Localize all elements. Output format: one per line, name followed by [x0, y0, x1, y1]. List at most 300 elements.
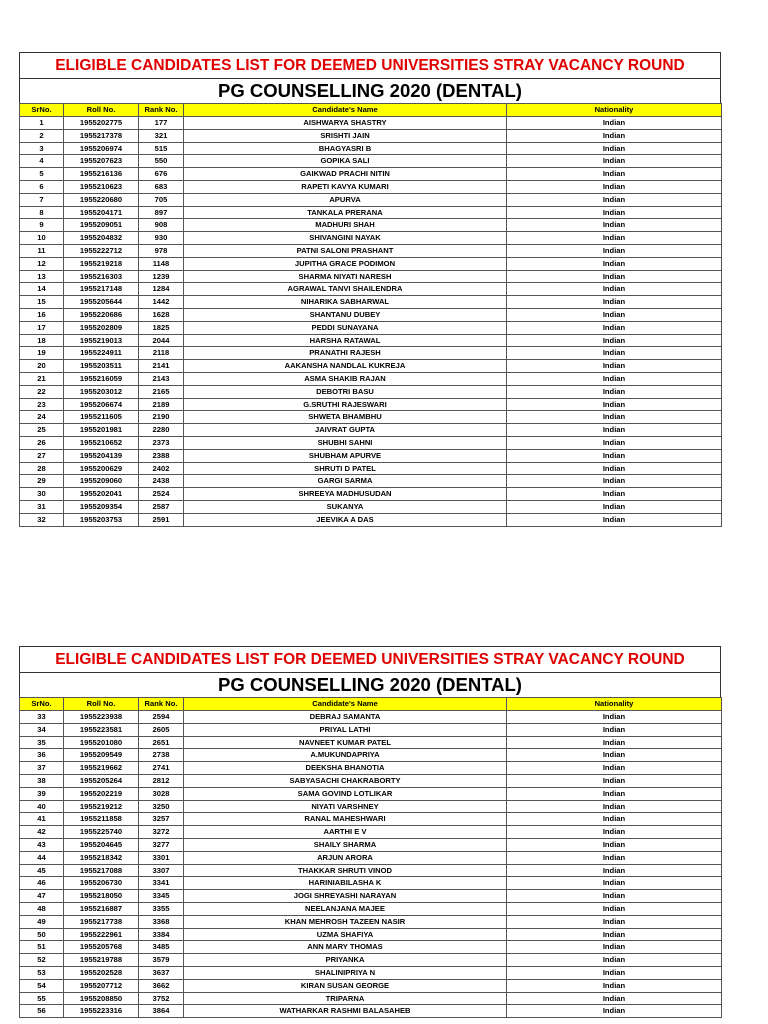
cell-roll-no: 1955201981 — [64, 424, 139, 437]
cell-nationality: Indian — [507, 979, 722, 992]
cell-roll-no: 1955220680 — [64, 193, 139, 206]
cell-nationality: Indian — [507, 308, 722, 321]
cell-candidate-name: TANKALA PRERANA — [184, 206, 507, 219]
cell-rank-no: 3637 — [139, 966, 184, 979]
cell-srno: 23 — [20, 398, 64, 411]
table-row — [20, 1005, 722, 1018]
cell-nationality: Indian — [507, 928, 722, 941]
cell-roll-no: 1955205768 — [64, 941, 139, 954]
cell-roll-no: 1955218342 — [64, 851, 139, 864]
cell-candidate-name: SHWETA BHAMBHU — [184, 411, 507, 424]
cell-roll-no: 1955216136 — [64, 168, 139, 181]
cell-candidate-name: SHARMA NIYATI NARESH — [184, 270, 507, 283]
table-row — [20, 219, 722, 232]
cell-rank-no: 3662 — [139, 979, 184, 992]
cell-srno: 15 — [20, 296, 64, 309]
cell-candidate-name: AAKANSHA NANDLAL KUKREJA — [184, 360, 507, 373]
cell-nationality: Indian — [507, 283, 722, 296]
cell-srno: 29 — [20, 475, 64, 488]
cell-nationality: Indian — [507, 864, 722, 877]
cell-rank-no: 3028 — [139, 787, 184, 800]
cell-candidate-name: A.MUKUNDAPRIYA — [184, 749, 507, 762]
cell-roll-no: 1955219013 — [64, 334, 139, 347]
cell-candidate-name: SHAILY SHARMA — [184, 838, 507, 851]
table-row — [20, 321, 722, 334]
cell-nationality: Indian — [507, 513, 722, 526]
cell-rank-no: 2587 — [139, 500, 184, 513]
table-row — [20, 308, 722, 321]
cell-roll-no: 1955205264 — [64, 774, 139, 787]
cell-srno: 16 — [20, 308, 64, 321]
table-row — [20, 902, 722, 915]
cell-srno: 47 — [20, 890, 64, 903]
cell-roll-no: 1955209060 — [64, 475, 139, 488]
cell-nationality: Indian — [507, 902, 722, 915]
cell-roll-no: 1955209354 — [64, 500, 139, 513]
table-row — [20, 372, 722, 385]
cell-candidate-name: SHUBHI SAHNI — [184, 436, 507, 449]
cell-rank-no: 3752 — [139, 992, 184, 1005]
cell-candidate-name: ANN MARY THOMAS — [184, 941, 507, 954]
cell-srno: 39 — [20, 787, 64, 800]
cell-roll-no: 1955210623 — [64, 180, 139, 193]
cell-srno: 54 — [20, 979, 64, 992]
cell-srno: 43 — [20, 838, 64, 851]
cell-roll-no: 1955202528 — [64, 966, 139, 979]
cell-roll-no: 1955202775 — [64, 117, 139, 130]
table-row — [20, 787, 722, 800]
cell-srno: 56 — [20, 1005, 64, 1018]
cell-candidate-name: PRIYAL LATHI — [184, 723, 507, 736]
header-srno: SrNo. — [20, 104, 64, 117]
table-row — [20, 928, 722, 941]
cell-srno: 36 — [20, 749, 64, 762]
cell-rank-no: 3272 — [139, 826, 184, 839]
cell-srno: 41 — [20, 813, 64, 826]
table-row — [20, 142, 722, 155]
table-row — [20, 966, 722, 979]
cell-roll-no: 1955202809 — [64, 321, 139, 334]
cell-roll-no: 1955201080 — [64, 736, 139, 749]
cell-rank-no: 321 — [139, 129, 184, 142]
cell-candidate-name: JAIVRAT GUPTA — [184, 424, 507, 437]
table-row — [20, 283, 722, 296]
cell-nationality: Indian — [507, 449, 722, 462]
table-row — [20, 232, 722, 245]
table-row — [20, 992, 722, 1005]
cell-candidate-name: SRISHTI JAIN — [184, 129, 507, 142]
cell-nationality: Indian — [507, 142, 722, 155]
cell-candidate-name: PRANATHI RAJESH — [184, 347, 507, 360]
cell-srno: 19 — [20, 347, 64, 360]
cell-roll-no: 1955204645 — [64, 838, 139, 851]
cell-rank-no: 3345 — [139, 890, 184, 903]
table-row — [20, 941, 722, 954]
table-row — [20, 813, 722, 826]
table-row — [20, 749, 722, 762]
cell-srno: 6 — [20, 180, 64, 193]
cell-roll-no: 1955203753 — [64, 513, 139, 526]
cell-rank-no: 3579 — [139, 954, 184, 967]
cell-roll-no: 1955219662 — [64, 762, 139, 775]
table-row — [20, 826, 722, 839]
cell-rank-no: 2190 — [139, 411, 184, 424]
cell-nationality: Indian — [507, 475, 722, 488]
cell-srno: 53 — [20, 966, 64, 979]
cell-srno: 25 — [20, 424, 64, 437]
cell-candidate-name: MADHURI SHAH — [184, 219, 507, 232]
cell-candidate-name: WATHARKAR RASHMI BALASAHEB — [184, 1005, 507, 1018]
list-title: ELIGIBLE CANDIDATES LIST FOR DEEMED UNIVERSITIES STRAY VACANCY ROUND — [19, 52, 721, 78]
table-row — [20, 723, 722, 736]
cell-candidate-name: SHALINIPRIYA N — [184, 966, 507, 979]
table-row — [20, 500, 722, 513]
cell-rank-no: 2594 — [139, 711, 184, 724]
cell-candidate-name: AGRAWAL TANVI SHAILENDRA — [184, 283, 507, 296]
cell-roll-no: 1955211858 — [64, 813, 139, 826]
cell-roll-no: 1955207623 — [64, 155, 139, 168]
cell-nationality: Indian — [507, 360, 722, 373]
cell-rank-no: 2143 — [139, 372, 184, 385]
table-row — [20, 270, 722, 283]
cell-nationality: Indian — [507, 424, 722, 437]
table-row — [20, 385, 722, 398]
cell-rank-no: 3277 — [139, 838, 184, 851]
cell-nationality: Indian — [507, 206, 722, 219]
cell-srno: 14 — [20, 283, 64, 296]
cell-nationality: Indian — [507, 347, 722, 360]
cell-srno: 48 — [20, 902, 64, 915]
cell-roll-no: 1955211605 — [64, 411, 139, 424]
cell-rank-no: 3307 — [139, 864, 184, 877]
cell-candidate-name: THAKKAR SHRUTI VINOD — [184, 864, 507, 877]
cell-roll-no: 1955207712 — [64, 979, 139, 992]
cell-candidate-name: SHANTANU DUBEY — [184, 308, 507, 321]
table-row — [20, 513, 722, 526]
cell-nationality: Indian — [507, 180, 722, 193]
cell-candidate-name: GARGI SARMA — [184, 475, 507, 488]
cell-srno: 51 — [20, 941, 64, 954]
table-row — [20, 475, 722, 488]
table-row — [20, 488, 722, 501]
table-row — [20, 117, 722, 130]
table-row — [20, 180, 722, 193]
cell-nationality: Indian — [507, 117, 722, 130]
cell-candidate-name: G.SRUTHI RAJESWARI — [184, 398, 507, 411]
cell-nationality: Indian — [507, 270, 722, 283]
cell-rank-no: 705 — [139, 193, 184, 206]
cell-rank-no: 2741 — [139, 762, 184, 775]
cell-nationality: Indian — [507, 787, 722, 800]
cell-srno: 44 — [20, 851, 64, 864]
cell-candidate-name: JEEVIKA A DAS — [184, 513, 507, 526]
cell-srno: 21 — [20, 372, 64, 385]
cell-srno: 30 — [20, 488, 64, 501]
cell-rank-no: 3301 — [139, 851, 184, 864]
cell-roll-no: 1955219212 — [64, 800, 139, 813]
cell-srno: 45 — [20, 864, 64, 877]
cell-roll-no: 1955203012 — [64, 385, 139, 398]
cell-roll-no: 1955200629 — [64, 462, 139, 475]
cell-srno: 42 — [20, 826, 64, 839]
cell-rank-no: 978 — [139, 244, 184, 257]
table-row — [20, 877, 722, 890]
cell-rank-no: 1628 — [139, 308, 184, 321]
cell-rank-no: 3250 — [139, 800, 184, 813]
cell-rank-no: 3485 — [139, 941, 184, 954]
table-row — [20, 864, 722, 877]
cell-roll-no: 1955216303 — [64, 270, 139, 283]
cell-rank-no: 3355 — [139, 902, 184, 915]
cell-nationality: Indian — [507, 129, 722, 142]
table-row — [20, 347, 722, 360]
cell-nationality: Indian — [507, 244, 722, 257]
cell-rank-no: 3341 — [139, 877, 184, 890]
cell-candidate-name: ASMA SHAKIB RAJAN — [184, 372, 507, 385]
table-row — [20, 979, 722, 992]
cell-rank-no: 2738 — [139, 749, 184, 762]
cell-rank-no: 2044 — [139, 334, 184, 347]
cell-nationality: Indian — [507, 219, 722, 232]
cell-roll-no: 1955204139 — [64, 449, 139, 462]
cell-nationality: Indian — [507, 749, 722, 762]
cell-nationality: Indian — [507, 436, 722, 449]
cell-srno: 55 — [20, 992, 64, 1005]
cell-roll-no: 1955206974 — [64, 142, 139, 155]
cell-srno: 46 — [20, 877, 64, 890]
cell-srno: 28 — [20, 462, 64, 475]
cell-candidate-name: DEBRAJ SAMANTA — [184, 711, 507, 724]
cell-rank-no: 2812 — [139, 774, 184, 787]
header-candidate-name: Candidate's Name — [184, 698, 507, 711]
list-section-1 — [19, 52, 721, 527]
cell-roll-no: 1955218050 — [64, 890, 139, 903]
cell-candidate-name: PEDDI SUNAYANA — [184, 321, 507, 334]
cell-candidate-name: TRIPARNA — [184, 992, 507, 1005]
cell-srno: 2 — [20, 129, 64, 142]
table-row — [20, 206, 722, 219]
table-row — [20, 449, 722, 462]
list-subtitle: PG COUNSELLING 2020 (DENTAL) — [19, 672, 721, 697]
cell-candidate-name: JUPITHA GRACE PODIMON — [184, 257, 507, 270]
cell-srno: 26 — [20, 436, 64, 449]
cell-candidate-name: PATNI SALONI PRASHANT — [184, 244, 507, 257]
cell-nationality: Indian — [507, 500, 722, 513]
cell-candidate-name: UZMA SHAFIYA — [184, 928, 507, 941]
cell-srno: 8 — [20, 206, 64, 219]
cell-roll-no: 1955217148 — [64, 283, 139, 296]
table-row — [20, 915, 722, 928]
cell-roll-no: 1955206730 — [64, 877, 139, 890]
cell-candidate-name: AISHWARYA SHASTRY — [184, 117, 507, 130]
cell-nationality: Indian — [507, 155, 722, 168]
table-header-row — [20, 104, 722, 117]
cell-candidate-name: SHIVANGINI NAYAK — [184, 232, 507, 245]
cell-candidate-name: JOGI SHREYASHI NARAYAN — [184, 890, 507, 903]
cell-candidate-name: DEBOTRI BASU — [184, 385, 507, 398]
cell-nationality: Indian — [507, 941, 722, 954]
cell-srno: 20 — [20, 360, 64, 373]
cell-nationality: Indian — [507, 1005, 722, 1018]
table-row — [20, 736, 722, 749]
cell-rank-no: 2373 — [139, 436, 184, 449]
cell-rank-no: 2189 — [139, 398, 184, 411]
cell-roll-no: 1955223938 — [64, 711, 139, 724]
header-nationality: Nationality — [507, 698, 722, 711]
table-row — [20, 436, 722, 449]
cell-candidate-name: HARINIABILASHA K — [184, 877, 507, 890]
cell-rank-no: 1825 — [139, 321, 184, 334]
cell-candidate-name: SUKANYA — [184, 500, 507, 513]
cell-candidate-name: PRIYANKA — [184, 954, 507, 967]
cell-nationality: Indian — [507, 826, 722, 839]
cell-srno: 17 — [20, 321, 64, 334]
table-row — [20, 155, 722, 168]
table-row — [20, 711, 722, 724]
cell-rank-no: 2438 — [139, 475, 184, 488]
cell-nationality: Indian — [507, 966, 722, 979]
cell-srno: 33 — [20, 711, 64, 724]
cell-candidate-name: SHRUTI D PATEL — [184, 462, 507, 475]
cell-roll-no: 1955219788 — [64, 954, 139, 967]
cell-roll-no: 1955220686 — [64, 308, 139, 321]
cell-roll-no: 1955223581 — [64, 723, 139, 736]
cell-nationality: Indian — [507, 385, 722, 398]
cell-rank-no: 3257 — [139, 813, 184, 826]
cell-candidate-name: SHREEYA MADHUSUDAN — [184, 488, 507, 501]
cell-rank-no: 515 — [139, 142, 184, 155]
cell-roll-no: 1955216887 — [64, 902, 139, 915]
cell-candidate-name: NAVNEET KUMAR PATEL — [184, 736, 507, 749]
cell-candidate-name: HARSHA RATAWAL — [184, 334, 507, 347]
table-row — [20, 890, 722, 903]
cell-srno: 40 — [20, 800, 64, 813]
cell-nationality: Indian — [507, 877, 722, 890]
cell-srno: 52 — [20, 954, 64, 967]
cell-rank-no: 1284 — [139, 283, 184, 296]
cell-roll-no: 1955209051 — [64, 219, 139, 232]
cell-rank-no: 897 — [139, 206, 184, 219]
cell-candidate-name: RAPETI KAVYA KUMARI — [184, 180, 507, 193]
cell-rank-no: 2280 — [139, 424, 184, 437]
list-section-2 — [19, 646, 721, 1018]
header-srno: SrNo. — [20, 698, 64, 711]
cell-nationality: Indian — [507, 232, 722, 245]
cell-nationality: Indian — [507, 321, 722, 334]
cell-rank-no: 177 — [139, 117, 184, 130]
cell-nationality: Indian — [507, 851, 722, 864]
cell-nationality: Indian — [507, 774, 722, 787]
cell-srno: 34 — [20, 723, 64, 736]
table-row — [20, 334, 722, 347]
cell-rank-no: 3384 — [139, 928, 184, 941]
cell-nationality: Indian — [507, 257, 722, 270]
table-row — [20, 193, 722, 206]
cell-srno: 7 — [20, 193, 64, 206]
table-header-row — [20, 698, 722, 711]
cell-candidate-name: APURVA — [184, 193, 507, 206]
table-row — [20, 774, 722, 787]
cell-roll-no: 1955202041 — [64, 488, 139, 501]
cell-nationality: Indian — [507, 711, 722, 724]
cell-roll-no: 1955205644 — [64, 296, 139, 309]
cell-roll-no: 1955204832 — [64, 232, 139, 245]
cell-srno: 5 — [20, 168, 64, 181]
header-candidate-name: Candidate's Name — [184, 104, 507, 117]
cell-nationality: Indian — [507, 762, 722, 775]
cell-rank-no: 908 — [139, 219, 184, 232]
cell-rank-no: 2165 — [139, 385, 184, 398]
cell-nationality: Indian — [507, 813, 722, 826]
cell-nationality: Indian — [507, 193, 722, 206]
cell-srno: 18 — [20, 334, 64, 347]
cell-srno: 37 — [20, 762, 64, 775]
cell-srno: 10 — [20, 232, 64, 245]
table-row — [20, 762, 722, 775]
cell-roll-no: 1955222961 — [64, 928, 139, 941]
cell-roll-no: 1955225740 — [64, 826, 139, 839]
cell-srno: 27 — [20, 449, 64, 462]
table-row — [20, 257, 722, 270]
list-subtitle: PG COUNSELLING 2020 (DENTAL) — [19, 78, 721, 103]
cell-roll-no: 1955217088 — [64, 864, 139, 877]
cell-candidate-name: ARJUN ARORA — [184, 851, 507, 864]
cell-srno: 50 — [20, 928, 64, 941]
cell-nationality: Indian — [507, 488, 722, 501]
cell-candidate-name: GOPIKA SALI — [184, 155, 507, 168]
table-row — [20, 411, 722, 424]
cell-nationality: Indian — [507, 838, 722, 851]
table-row — [20, 296, 722, 309]
cell-roll-no: 1955223316 — [64, 1005, 139, 1018]
cell-candidate-name: SAMA GOVIND LOTLIKAR — [184, 787, 507, 800]
table-row — [20, 244, 722, 257]
header-roll-no: Roll No. — [64, 104, 139, 117]
table-row — [20, 851, 722, 864]
header-rank-no: Rank No. — [139, 698, 184, 711]
cell-nationality: Indian — [507, 723, 722, 736]
table-row — [20, 462, 722, 475]
cell-roll-no: 1955203511 — [64, 360, 139, 373]
cell-rank-no: 2118 — [139, 347, 184, 360]
cell-nationality: Indian — [507, 954, 722, 967]
cell-roll-no: 1955219218 — [64, 257, 139, 270]
cell-nationality: Indian — [507, 411, 722, 424]
table-row — [20, 398, 722, 411]
cell-srno: 13 — [20, 270, 64, 283]
cell-nationality: Indian — [507, 915, 722, 928]
cell-candidate-name: NEELANJANA MAJEE — [184, 902, 507, 915]
cell-rank-no: 3368 — [139, 915, 184, 928]
cell-srno: 9 — [20, 219, 64, 232]
cell-srno: 3 — [20, 142, 64, 155]
cell-rank-no: 2605 — [139, 723, 184, 736]
cell-srno: 11 — [20, 244, 64, 257]
cell-rank-no: 1442 — [139, 296, 184, 309]
cell-roll-no: 1955217378 — [64, 129, 139, 142]
cell-nationality: Indian — [507, 398, 722, 411]
cell-srno: 49 — [20, 915, 64, 928]
cell-rank-no: 3864 — [139, 1005, 184, 1018]
list-title: ELIGIBLE CANDIDATES LIST FOR DEEMED UNIVERSITIES STRAY VACANCY ROUND — [19, 646, 721, 672]
cell-candidate-name: SHUBHAM APURVE — [184, 449, 507, 462]
cell-nationality: Indian — [507, 372, 722, 385]
cell-candidate-name: GAIKWAD PRACHI NITIN — [184, 168, 507, 181]
cell-candidate-name: AARTHI E V — [184, 826, 507, 839]
cell-candidate-name: DEEKSHA BHANOTIA — [184, 762, 507, 775]
cell-srno: 32 — [20, 513, 64, 526]
table-row — [20, 129, 722, 142]
